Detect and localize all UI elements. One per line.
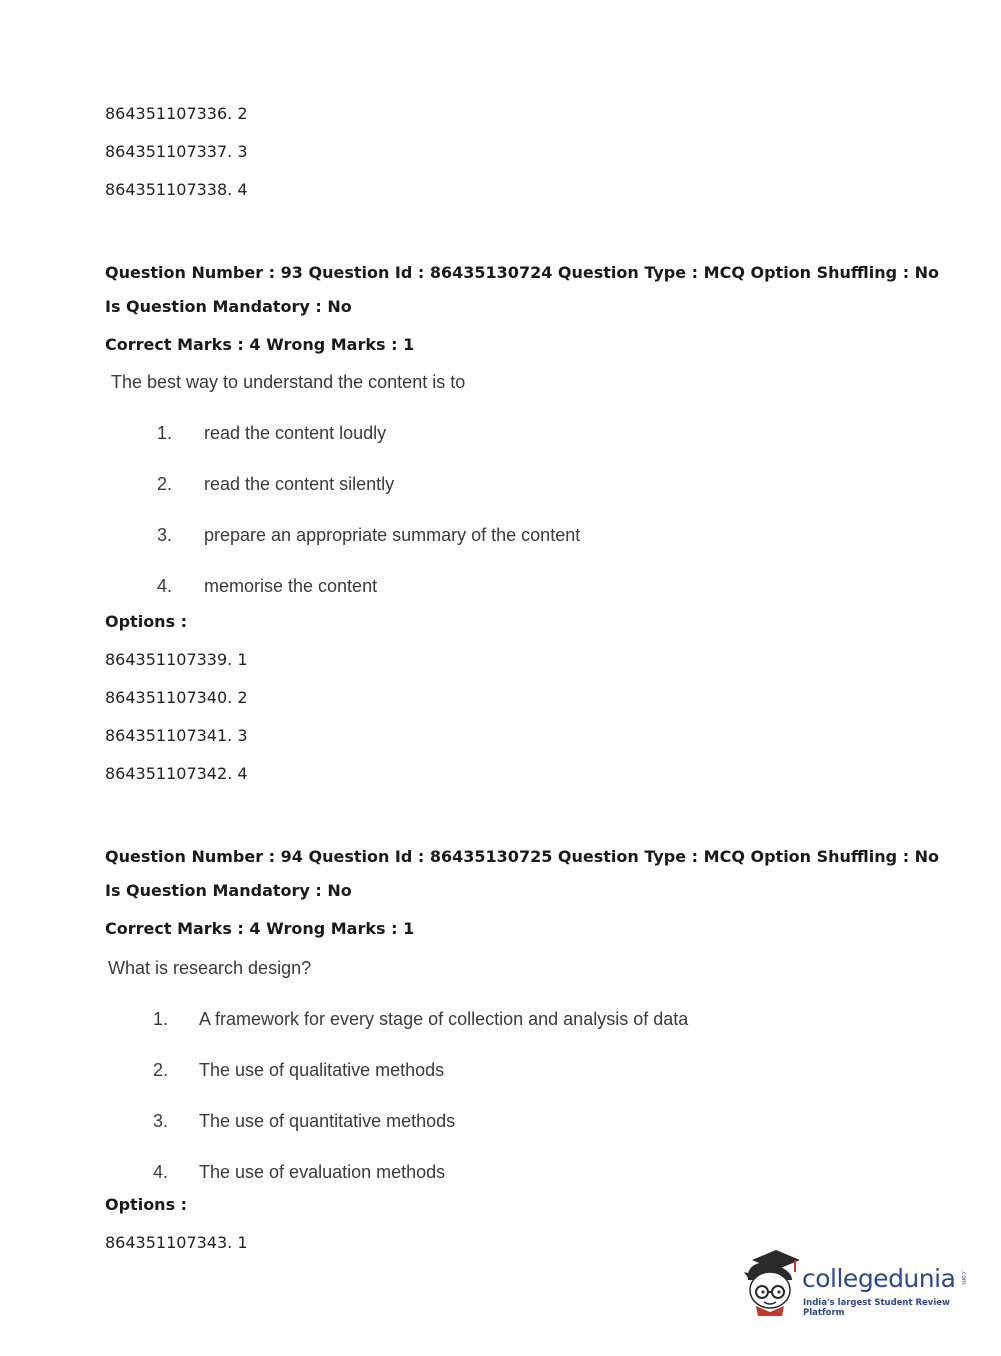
- option-id-line: 864351107337. 3: [105, 142, 248, 161]
- option-id-line: 864351107340. 2: [105, 688, 248, 707]
- brand-suffix: .com: [960, 1270, 967, 1285]
- collegedunia-logo: [742, 1246, 972, 1326]
- question-text: The best way to understand the content is to: [111, 372, 466, 392]
- choice-text: The use of qualitative methods: [199, 1060, 445, 1080]
- choice-number: 2.: [153, 1060, 169, 1080]
- choice-text: memorise the content: [204, 576, 378, 596]
- option-id-line: 864351107336. 2: [105, 104, 248, 123]
- choice-text: prepare an appropriate summary of the content: [204, 525, 581, 545]
- choice-number: 4.: [153, 1162, 169, 1182]
- mascot-icon: [742, 1246, 802, 1326]
- option-id-line: 864351107339. 1: [105, 650, 248, 669]
- option-id-line: 864351107341. 3: [105, 726, 248, 745]
- choice-number: 3.: [153, 1111, 169, 1131]
- question-marks: Correct Marks : 4 Wrong Marks : 1: [105, 919, 415, 938]
- question-text: What is research design?: [108, 958, 312, 978]
- question-header: Question Number : 93 Question Id : 86435130724 Question Type : MCQ Option Shuffling : No: [105, 263, 940, 282]
- option-id-line: 864351107342. 4: [105, 764, 248, 783]
- question-mandatory: Is Question Mandatory : No: [105, 881, 352, 900]
- options-label: Options :: [105, 1195, 188, 1214]
- option-id-line: 864351107343. 1: [105, 1233, 248, 1252]
- options-label: Options :: [105, 612, 188, 631]
- choice-text: The use of evaluation methods: [199, 1162, 446, 1182]
- choice-number: 1.: [157, 423, 173, 443]
- question-marks: Correct Marks : 4 Wrong Marks : 1: [105, 335, 415, 354]
- option-id-line: 864351107338. 4: [105, 180, 248, 199]
- choice-number: 3.: [157, 525, 173, 545]
- choice-text: A framework for every stage of collection and analysis of data: [199, 1009, 689, 1029]
- brand-name: collegedunia: [802, 1264, 956, 1293]
- choice-text: read the content loudly: [204, 423, 387, 443]
- question-header: Question Number : 94 Question Id : 86435130725 Question Type : MCQ Option Shuffling : No: [105, 847, 940, 866]
- question-mandatory: Is Question Mandatory : No: [105, 297, 352, 316]
- choice-number: 1.: [153, 1009, 169, 1029]
- choice-number: 2.: [157, 474, 173, 494]
- choice-number: 4.: [157, 576, 173, 596]
- choice-text: read the content silently: [204, 474, 395, 494]
- brand-tagline: India's largest Student Review Platform: [803, 1298, 950, 1318]
- choice-text: The use of quantitative methods: [199, 1111, 456, 1131]
